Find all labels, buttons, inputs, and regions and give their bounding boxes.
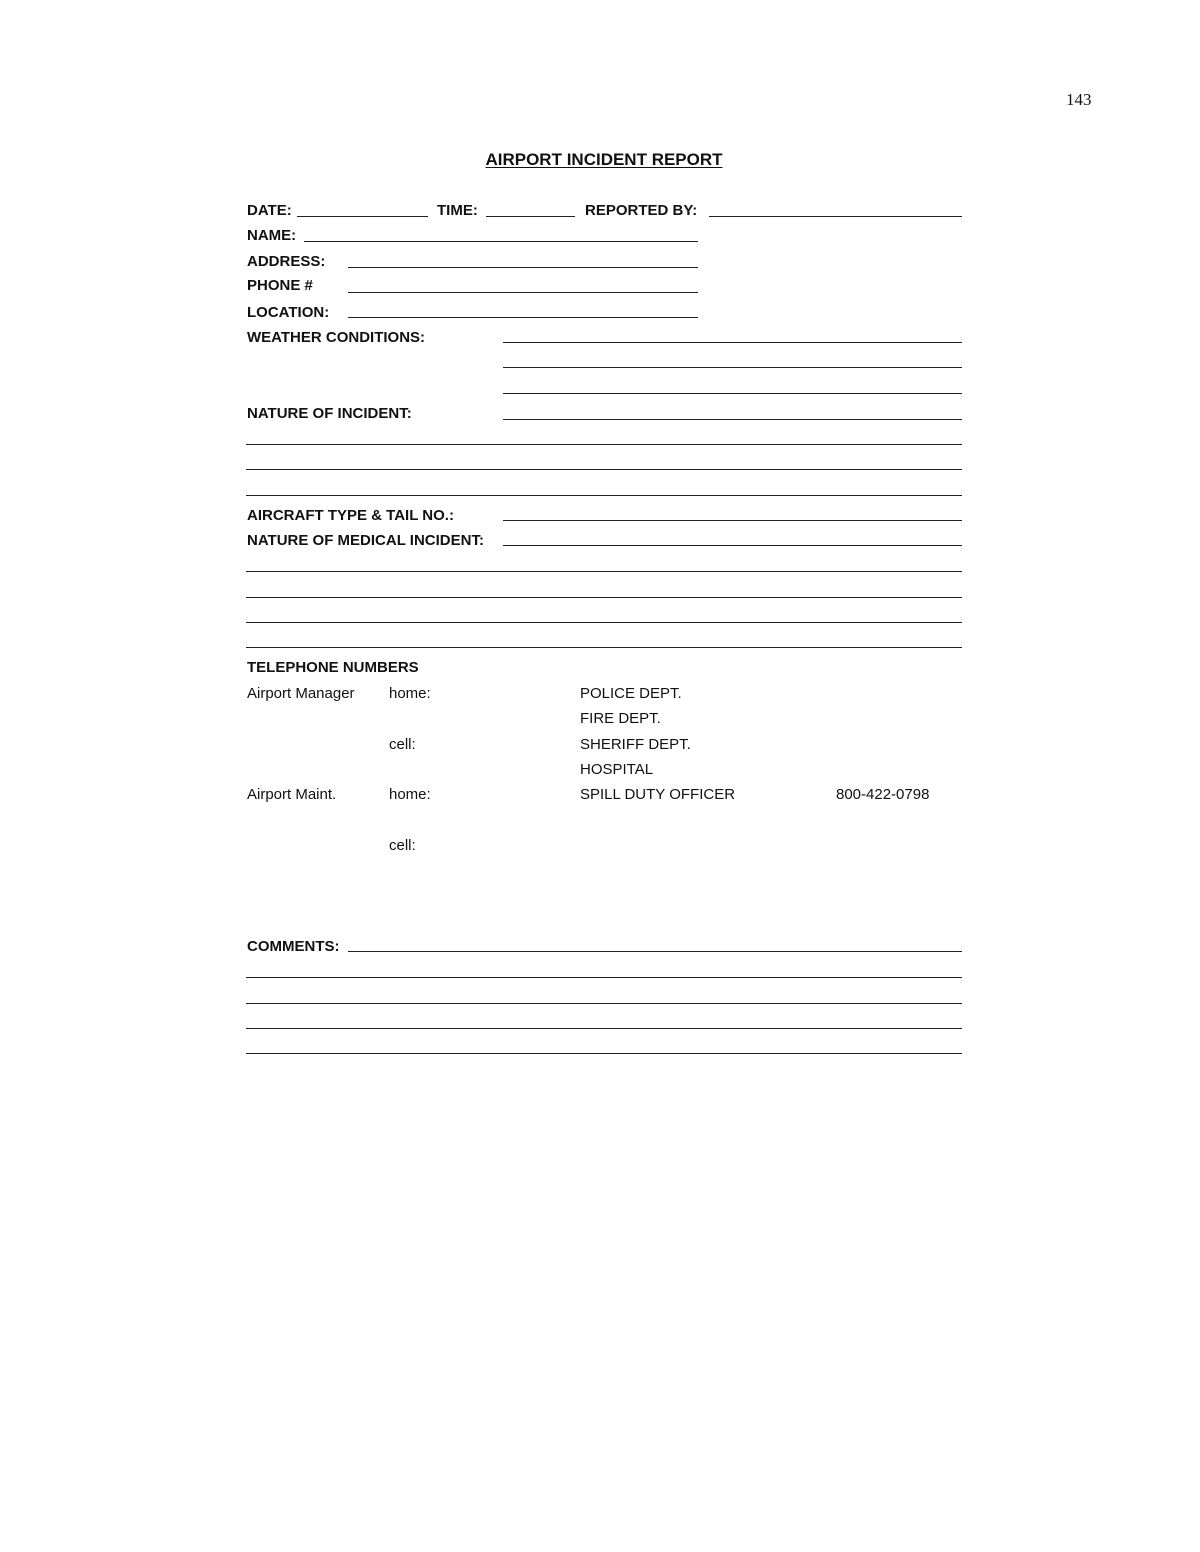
- phone-label: PHONE #: [247, 277, 313, 294]
- reported-by-label: REPORTED BY:: [585, 202, 698, 219]
- address-label: ADDRESS:: [247, 253, 326, 270]
- weather-field-line[interactable]: [503, 342, 962, 343]
- address-field-line[interactable]: [348, 267, 698, 268]
- weather-field-line[interactable]: [503, 367, 962, 368]
- telephone-heading: TELEPHONE NUMBERS: [247, 659, 419, 676]
- page-number: 143: [1066, 90, 1092, 109]
- spill-duty-phone: 800-422-0798: [836, 786, 930, 803]
- medical-field-line[interactable]: [246, 647, 962, 648]
- reported-by-field-line[interactable]: [709, 216, 962, 217]
- nature-field-line[interactable]: [246, 495, 962, 496]
- hospital-label: HOSPITAL: [580, 761, 654, 778]
- date-field-line[interactable]: [297, 216, 428, 217]
- weather-field-line[interactable]: [503, 393, 962, 394]
- nature-field-line[interactable]: [503, 419, 962, 420]
- aircraft-label: AIRCRAFT TYPE & TAIL NO.:: [247, 507, 454, 524]
- comments-label: COMMENTS:: [247, 938, 340, 955]
- sheriff-dept-label: SHERIFF DEPT.: [580, 736, 691, 753]
- comments-field-line[interactable]: [246, 1053, 962, 1054]
- comments-field-line[interactable]: [246, 1028, 962, 1029]
- time-label: TIME:: [437, 202, 478, 219]
- form-title: AIRPORT INCIDENT REPORT: [485, 150, 723, 169]
- comments-field-line[interactable]: [348, 951, 962, 952]
- comments-field-line[interactable]: [246, 977, 962, 978]
- fire-dept-label: FIRE DEPT.: [580, 710, 661, 727]
- police-dept-label: POLICE DEPT.: [580, 685, 682, 702]
- medical-field-line[interactable]: [246, 622, 962, 623]
- date-label: DATE:: [247, 202, 292, 219]
- medical-field-line[interactable]: [246, 597, 962, 598]
- location-field-line[interactable]: [348, 317, 698, 318]
- nature-label: NATURE OF INCIDENT:: [247, 405, 412, 422]
- manager-cell-label: cell:: [389, 736, 416, 753]
- name-field-line[interactable]: [304, 241, 698, 242]
- phone-field-line[interactable]: [348, 292, 698, 293]
- medical-label: NATURE OF MEDICAL INCIDENT:: [247, 532, 484, 549]
- name-label: NAME:: [247, 227, 297, 244]
- nature-field-line[interactable]: [246, 469, 962, 470]
- airport-manager-label: Airport Manager: [247, 685, 355, 702]
- medical-field-line[interactable]: [246, 571, 962, 572]
- maint-home-label: home:: [389, 786, 431, 803]
- maint-cell-label: cell:: [389, 837, 416, 854]
- location-label: LOCATION:: [247, 304, 330, 321]
- comments-field-line[interactable]: [246, 1003, 962, 1004]
- aircraft-field-line[interactable]: [503, 520, 962, 521]
- time-field-line[interactable]: [486, 216, 575, 217]
- airport-maint-label: Airport Maint.: [247, 786, 337, 803]
- weather-label: WEATHER CONDITIONS:: [247, 329, 426, 346]
- nature-field-line[interactable]: [246, 444, 962, 445]
- spill-duty-officer-label: SPILL DUTY OFFICER: [580, 786, 736, 803]
- medical-field-line[interactable]: [503, 545, 962, 546]
- manager-home-label: home:: [389, 685, 431, 702]
